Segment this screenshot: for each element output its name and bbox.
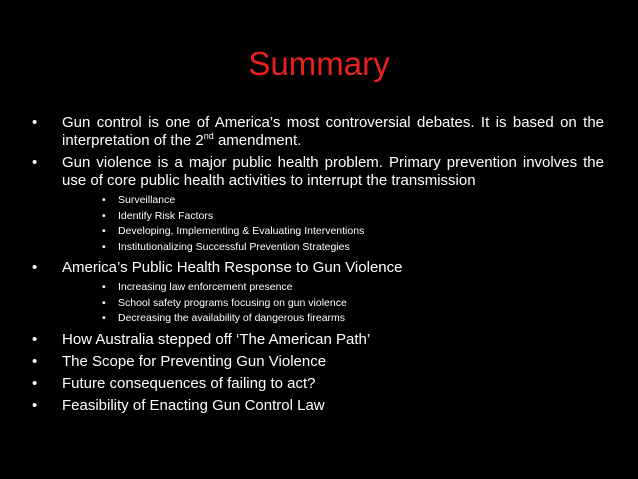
- sub-bullet-text: Increasing law enforcement presence: [118, 281, 293, 293]
- bullet-item: [30, 331, 604, 349]
- sub-bullet-item: [30, 193, 604, 209]
- bullet-item: [30, 375, 604, 393]
- bullet-item: [30, 259, 604, 277]
- bullet-text: The Scope for Preventing Gun Violence: [62, 352, 327, 370]
- sub-bullet-text: Decreasing the availability of dangerous firearms: [118, 312, 346, 324]
- sub-bullet-item: [30, 280, 604, 296]
- bullet-list: [30, 114, 604, 415]
- bullet-marker: •: [32, 154, 38, 171]
- bullet-item: [30, 353, 604, 371]
- sub-bullet-text: School safety programs focusing on gun violence: [118, 296, 347, 309]
- sub-bullet-marker: •: [102, 225, 106, 237]
- sub-bullet-text: Institutionalizing Successful Prevention Strategies: [118, 240, 350, 253]
- bullet-text: America’s Public Health Response to Gun Violence: [62, 259, 403, 276]
- superscript: nd: [203, 131, 214, 141]
- sub-bullet-list: [30, 193, 604, 255]
- bullet-text-part: Gun control is one of America’s most controversial debates. It is based on the interpretation of the 2: [62, 114, 604, 149]
- bullet-marker: •: [32, 374, 38, 392]
- sub-bullet-item: [30, 209, 604, 225]
- sub-bullet-item: [30, 296, 604, 312]
- sub-bullet-item: [30, 311, 604, 327]
- sub-bullet-marker: •: [102, 296, 106, 309]
- sub-bullet-marker: •: [102, 209, 106, 222]
- slide-title: Summary: [248, 45, 390, 82]
- bullet-item: [30, 114, 604, 150]
- bullet-text: Future consequences of failing to act?: [62, 374, 316, 392]
- sub-bullet-text: Surveillance: [118, 194, 176, 206]
- sub-bullet-marker: •: [102, 194, 106, 206]
- bullet-item: [30, 397, 604, 415]
- bullet-text: How Australia stepped off ‘The American Path’: [62, 330, 371, 348]
- bullet-text: [62, 114, 604, 150]
- bullet-item: [30, 154, 604, 190]
- sub-bullet-marker: •: [102, 281, 106, 293]
- sub-bullet-item: [30, 240, 604, 256]
- sub-bullet-text: Developing, Implementing & Evaluating Interventions: [118, 225, 365, 237]
- bullet-marker: •: [32, 259, 38, 276]
- bullet-text-part: amendment.: [213, 132, 302, 149]
- bullet-text: Gun violence is a major public health problem. Primary prevention involves the use of core public health activities to interrupt the transmission: [62, 154, 604, 189]
- bullet-marker: •: [32, 330, 38, 348]
- sub-bullet-marker: •: [102, 312, 106, 324]
- bullet-marker: •: [32, 396, 38, 414]
- sub-bullet-text: Identify Risk Factors: [118, 209, 214, 222]
- sub-bullet-item: [30, 224, 604, 240]
- bullet-marker: •: [32, 114, 38, 131]
- sub-bullet-marker: •: [102, 240, 106, 253]
- bullet-text: Feasibility of Enacting Gun Control Law: [62, 396, 325, 414]
- sub-bullet-list: [30, 280, 604, 327]
- bullet-marker: •: [32, 352, 38, 370]
